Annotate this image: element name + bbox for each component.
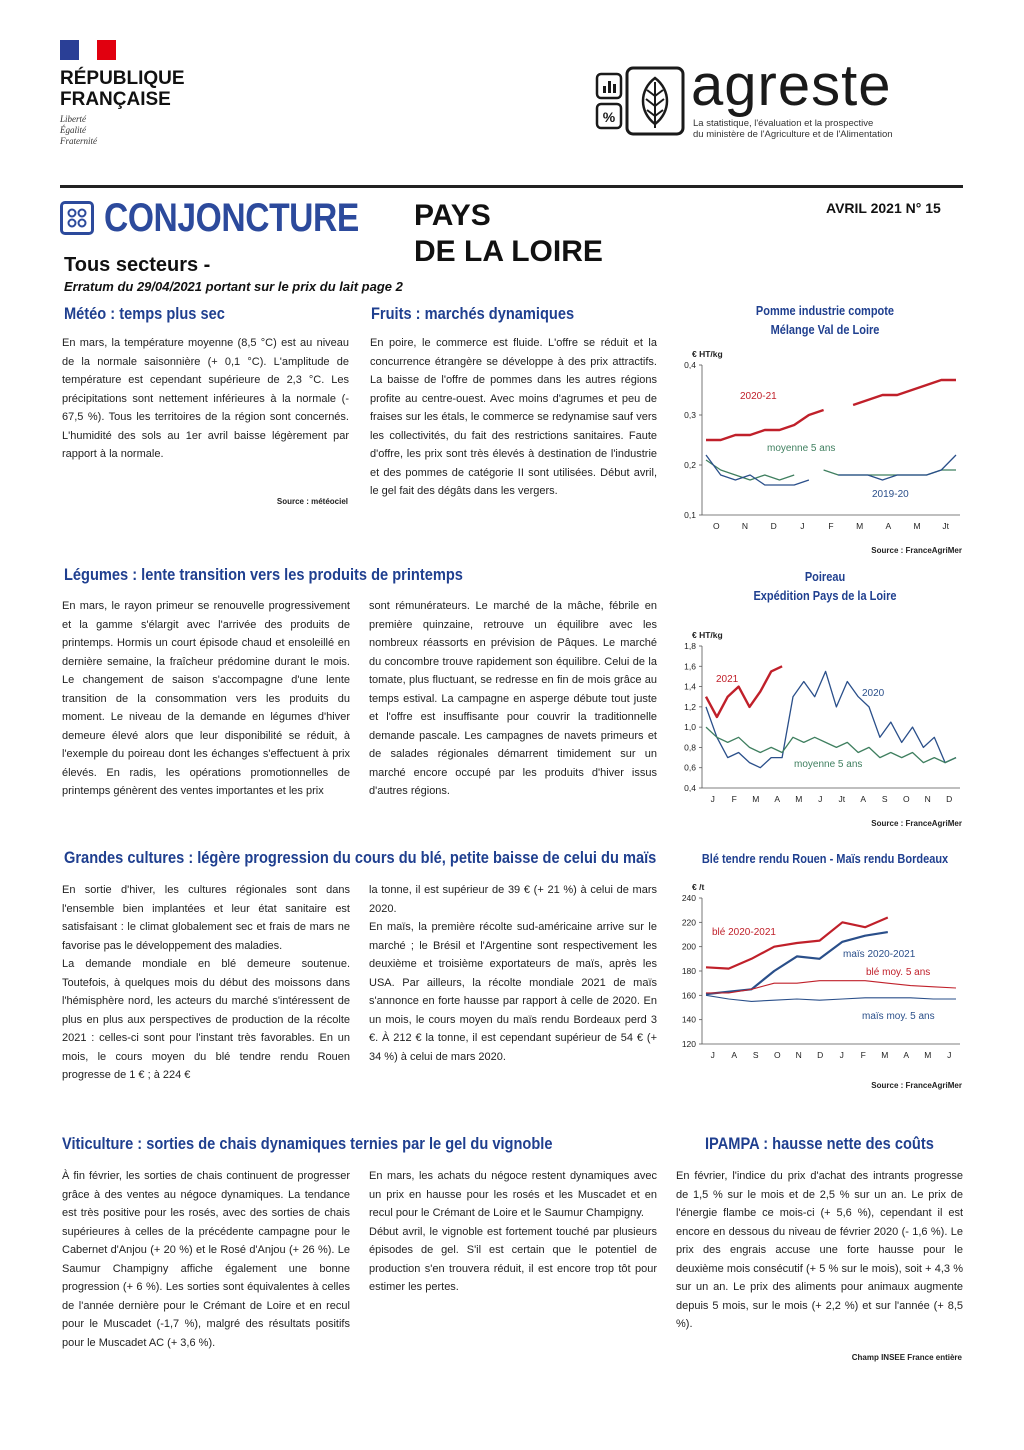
viti-col-2: En mars, les achats du négoce restent dynamiques avec un prix en hausse pour les rosés et les Muscadet et en recul pour le Crémant de Loire et le Saumur Champigny. Début avril, le vignoble est fortement touché par plusieurs épisodes de gel. S'il est certain que le potentiel de production s'en trouvera réduit, il est encore trop tôt pour estimer les pertes. xyxy=(369,1170,657,1293)
poireau-xtick-label: A xyxy=(774,794,781,804)
poireau-chart xyxy=(680,568,970,606)
pomme-xtick-label: M xyxy=(856,521,864,531)
poireau-series-label: 2021 xyxy=(716,674,739,685)
cereales-series-line xyxy=(706,918,888,969)
cereales-xtick-label: N xyxy=(795,1050,802,1060)
poireau-xtick-label: O xyxy=(902,794,910,804)
pomme-ytick-label: 0,3 xyxy=(684,410,696,420)
poireau-ytick-label: 1,8 xyxy=(684,641,696,651)
pomme-series-line xyxy=(706,455,956,485)
poireau-ytick-label: 1,2 xyxy=(684,701,696,712)
pomme-xtick-label: D xyxy=(770,521,777,531)
poireau-chart-plot xyxy=(672,622,967,832)
poireau-xtick-label: Jt xyxy=(838,794,846,804)
pomme-series-label: 2019-20 xyxy=(872,489,909,500)
region-line-2: DE LA LOIRE xyxy=(414,235,603,268)
cereales-ytick-label: 140 xyxy=(681,1014,696,1025)
republic-line-2: FRANÇAISE xyxy=(60,89,171,110)
agreste-tagline-2: du ministère de l'Agriculture et de l'Alimentation xyxy=(693,129,893,140)
cereales-chart xyxy=(680,850,970,869)
poireau-chart-subtitle: Expédition Pays de la Loire xyxy=(753,589,897,603)
pomme-xtick-label: A xyxy=(885,521,892,531)
pomme-unit-label: € HT/kg xyxy=(692,349,723,359)
poireau-ytick-label: 0,4 xyxy=(684,783,696,793)
cereales-ytick-label: 200 xyxy=(681,941,696,952)
poireau-xtick-label: S xyxy=(881,794,888,804)
pomme-source: Source : FranceAgriMer xyxy=(871,546,962,555)
pomme-xtick-label: M xyxy=(913,521,921,531)
grandes-col-2: la tonne, il est supérieur de 39 € (+ 21 %) à celui de mars 2020. En maïs, la première récolte sud-américaine arrive sur le marché ; le Brésil et l'Argentine sont respectivement les deuxième et troisième exportateurs de maïs, après les USA. Par ailleurs, la récolte mondiale 2021 de maïs s'annonce en forte hausse par rapport à celle de 2020. En un mois, le cours moyen du maïs rendu Bordeaux perd 3 €. À 212 € la tonne, il est cependant supérieur de 54 € (+ 34 %) à celui de mars 2020. xyxy=(369,884,657,1063)
cereales-ytick-label: 240 xyxy=(681,893,696,903)
cereales-chart-title: Blé tendre rendu Rouen - Maïs rendu Bordeaux xyxy=(701,852,949,866)
header-rule xyxy=(60,185,963,188)
poireau-ytick-label: 1,4 xyxy=(684,681,696,692)
conjoncture-banner xyxy=(60,196,407,240)
pomme-chart-subtitle: Mélange Val de Loire xyxy=(770,323,880,337)
pomme-ytick-label: 0,4 xyxy=(684,360,696,370)
poireau-xtick-label: J xyxy=(818,794,823,804)
cereales-chart-plot xyxy=(672,878,967,1093)
poireau-source: Source : FranceAgriMer xyxy=(871,819,962,828)
pomme-series-label: 2020-21 xyxy=(740,391,777,402)
pomme-xtick-label: Jt xyxy=(942,521,949,531)
cereales-xtick-label: M xyxy=(881,1050,889,1060)
pomme-series-label: moyenne 5 ans xyxy=(767,443,836,454)
legumes-col-2: sont rémunérateurs. Le marché de la mâche, fébrile en première quinzaine, retrouve un équilibre avec les nombreux réassorts en prévision de Pâques. Le marché du concombre trouve rapidement son équilibre. Celui de la tomate, plus fluctuant, se redresse en fin de mois grâce au temps estival. La campagne en asperge débute tout juste et l'offre est insuffisante pour couvrir la traditionnelle demande pascale. Les campagnes de navets primeurs et de salades régionales démarrent timidement sur un marché encore occupé par les produits d'hiver issus d'autres régions. xyxy=(369,600,657,797)
cereales-xtick-label: O xyxy=(773,1050,781,1060)
poireau-xtick-label: M xyxy=(795,794,803,804)
cereales-xtick-label: A xyxy=(731,1050,738,1060)
cereales-xtick-label: S xyxy=(752,1050,759,1060)
pomme-chart-title: Pomme industrie compote xyxy=(755,304,895,318)
agreste-wordmark: agreste xyxy=(691,53,892,118)
pomme-series-line xyxy=(706,380,956,440)
republique-francaise-logo xyxy=(60,40,260,147)
meteo-source: Source : météociel xyxy=(276,497,348,506)
poireau-xtick-label: A xyxy=(860,794,867,804)
meteo-heading: Météo : temps plus sec xyxy=(64,304,225,323)
cereales-series-line xyxy=(706,995,956,1001)
cereales-ytick-label: 220 xyxy=(681,917,696,928)
cereales-series-label: blé 2020-2021 xyxy=(712,927,776,938)
fruits-body: En poire, le commerce est fluide. L'offre se réduit et la concurrence étrangère se développe à des prix attractifs. La baisse de l'offre de pommes dans les autres régions profite au centre-ouest. Avec moins d'agrumes et peu de fraises sur les étals, le commerce se redynamise sauf vers les collectivités, du fait des restrictions sanitaires. Faute d'offre, les prix sont très élevés à destination de l'industrie et des pommes de catégorie II sont utilisées. Début avril, le gel fait des dégâts dans les vergers. xyxy=(370,337,657,497)
ipampa-heading: IPAMPA : hausse nette des coûts xyxy=(705,1134,934,1153)
cereales-unit-label: € /t xyxy=(692,882,705,892)
viti-heading: Viticulture : sorties de chais dynamiques ternies par le gel du vignoble xyxy=(62,1134,553,1153)
issue-number: AVRIL 2021 N° 15 xyxy=(826,200,941,216)
pomme-ytick-label: 0,1 xyxy=(684,510,696,520)
pomme-xtick-label: J xyxy=(800,521,805,531)
pomme-xtick-label: F xyxy=(828,521,834,531)
cereales-xtick-label: D xyxy=(817,1050,824,1060)
erratum-note: Erratum du 29/04/2021 portant sur le prix du lait page 2 xyxy=(64,279,403,294)
cereales-xtick-label: A xyxy=(903,1050,910,1060)
sectors-title: Tous secteurs - xyxy=(64,254,211,276)
poireau-series-label: 2020 xyxy=(862,688,885,699)
poireau-ytick-label: 0,8 xyxy=(684,742,696,753)
pomme-xtick-label: O xyxy=(713,521,720,531)
ipampa-body: En février, l'indice du prix d'achat des intrants progresse de 1,5 % sur le mois et de 2,5 % sur un an. Le prix de l'énergie flambe ce mois-ci (+ 5,6 %), cependant il est encore en dessous du niveau de février 2020 (- 1,6 %). Le prix des engrais accuse une forte hausse pour le deuxième mois consécutif (+ 5 % sur le mois), soit + 4,3 % sur un an. Le prix des aliments pour animaux augmente depuis 5 mois, sur le mois (+ 2,2 %) et sur l'année (+ 8,5 %). xyxy=(676,1170,963,1330)
cereales-xtick-label: F xyxy=(860,1050,866,1060)
series-title: CONJONCTURE xyxy=(104,195,359,240)
viti-col-1: À fin février, les sorties de chais continuent de progresser grâce à des ventes au négoce dynamiques. La tendance est très positive pour les rosés, avec des sorties de chais supérieures à celles de la précédente campagne pour le Cabernet d'Anjou (+ 20 %) et le Rosé d'Anjou (+ 26 %). Le Saumur Champigny affiche également une bonne progression (+ 6 %). Les sorties sont équivalentes à celles de l'année dernière pour le Crémant de Loire et en recul pour le Muscadet (-1,7 %), malgré des résultats positifs pour le Muscadet AC (+ 3,6 %). xyxy=(62,1170,350,1349)
agreste-logo xyxy=(595,53,975,140)
region-title xyxy=(414,198,603,270)
poireau-xtick-label: D xyxy=(946,794,953,804)
cereales-series-line xyxy=(706,932,888,994)
cereales-xtick-label: M xyxy=(924,1050,932,1060)
grandes-heading: Grandes cultures : légère progression du cours du blé, petite baisse de celui du maïs xyxy=(64,848,657,867)
republic-line-1: RÉPUBLIQUE xyxy=(60,68,185,89)
cereales-xtick-label: J xyxy=(839,1050,844,1060)
poireau-xtick-label: N xyxy=(924,794,931,804)
meteo-body: En mars, la température moyenne (8,5 °C) est au niveau de la normale saisonnière (+ 0,1 °C). L'amplitude de température est cependant supérieure de 2,3 °C. Les précipitations sont nettement inférieures à la normale (- 67,5 %). Tous les territoires de la région sont concernés. L'humidité des sols au 1er avril baisse légèrement par rapport à la normale. xyxy=(62,337,349,460)
cereales-source: Source : FranceAgriMer xyxy=(871,1081,962,1090)
agreste-tagline-1: La statistique, l'évaluation et la prospective xyxy=(693,118,874,129)
pomme-ytick-label: 0,2 xyxy=(684,460,696,470)
motto-egalite: Égalité xyxy=(60,125,86,135)
poireau-xtick-label: F xyxy=(731,794,737,804)
motto-liberte: Liberté xyxy=(60,114,86,124)
cereales-series-label: maïs 2020-2021 xyxy=(843,949,916,960)
cereales-series-line xyxy=(706,981,956,993)
poireau-xtick-label: M xyxy=(752,794,760,804)
motto-fraternite: Fraternité xyxy=(60,136,97,146)
poireau-series-label: moyenne 5 ans xyxy=(794,759,863,770)
cereales-ytick-label: 120 xyxy=(681,1039,696,1049)
poireau-unit-label: € HT/kg xyxy=(692,630,723,640)
fruits-heading: Fruits : marchés dynamiques xyxy=(371,304,575,323)
grandes-col-1: En sortie d'hiver, les cultures régionales sont dans l'ensemble bien implantées et leur état sanitaire est satisfaisant : le climat globalement sec et frais de mars ne favorise pas le développement des maladies. La demande mondiale en blé demeure soutenue. Toutefois, à quelques mois du début des moissons dans l'hémisphère nord, les acteurs du marché s'intéressent de plus en plus aux perspectives de production de la récolte 2021 : celles-ci sont pour l'instant très favorables. En un mois, le cours moyen du blé tendre rendu Rouen progresse de 1 € ; à 224 € xyxy=(62,884,350,1081)
poireau-ytick-label: 1,0 xyxy=(684,722,696,733)
svg-text:%: % xyxy=(602,109,616,125)
poireau-xtick-label: J xyxy=(710,794,715,804)
cereales-xtick-label: J xyxy=(710,1050,715,1060)
cereales-xtick-label: J xyxy=(947,1050,952,1060)
poireau-series-line xyxy=(706,671,956,767)
pomme-chart-plot xyxy=(672,335,967,560)
cereales-ytick-label: 160 xyxy=(681,990,696,1001)
agreste-icons xyxy=(595,66,687,138)
poireau-chart-title: Poireau xyxy=(804,570,846,584)
poireau-ytick-label: 1,6 xyxy=(684,661,696,672)
poireau-ytick-label: 0,6 xyxy=(684,762,696,773)
legumes-heading: Légumes : lente transition vers les produits de printemps xyxy=(64,565,463,584)
cereales-series-label: blé moy. 5 ans xyxy=(866,967,931,978)
ipampa-source: Champ INSEE France entière xyxy=(851,1353,962,1362)
conjoncture-icon xyxy=(60,201,94,235)
pomme-xtick-label: N xyxy=(741,521,749,531)
cereales-ytick-label: 180 xyxy=(681,966,696,976)
region-line-1: PAYS xyxy=(414,199,491,232)
legumes-col-1: En mars, le rayon primeur se renouvelle progressivement et la gamme s'élargit avec l'arrivée des produits de printemps. Hormis un court épisode chaud et ensoleillé en dernière semaine, la fraîcheur prédomine durant le mois. Le changement de saison s'accompagne d'une lente transition de la consommation vers les produits du moment. Le niveau de la demande en légumes d'hiver demeure élevé alors que leur disponibilité se réduit, à l'exemple du poireau dont les échanges s'effectuent à prix élevés. En radis, les opérations promotionnelles de printemps génèrent des ventes importantes et les prix xyxy=(62,600,350,797)
cereales-series-label: maïs moy. 5 ans xyxy=(862,1011,935,1022)
french-flag-icon xyxy=(60,40,116,60)
